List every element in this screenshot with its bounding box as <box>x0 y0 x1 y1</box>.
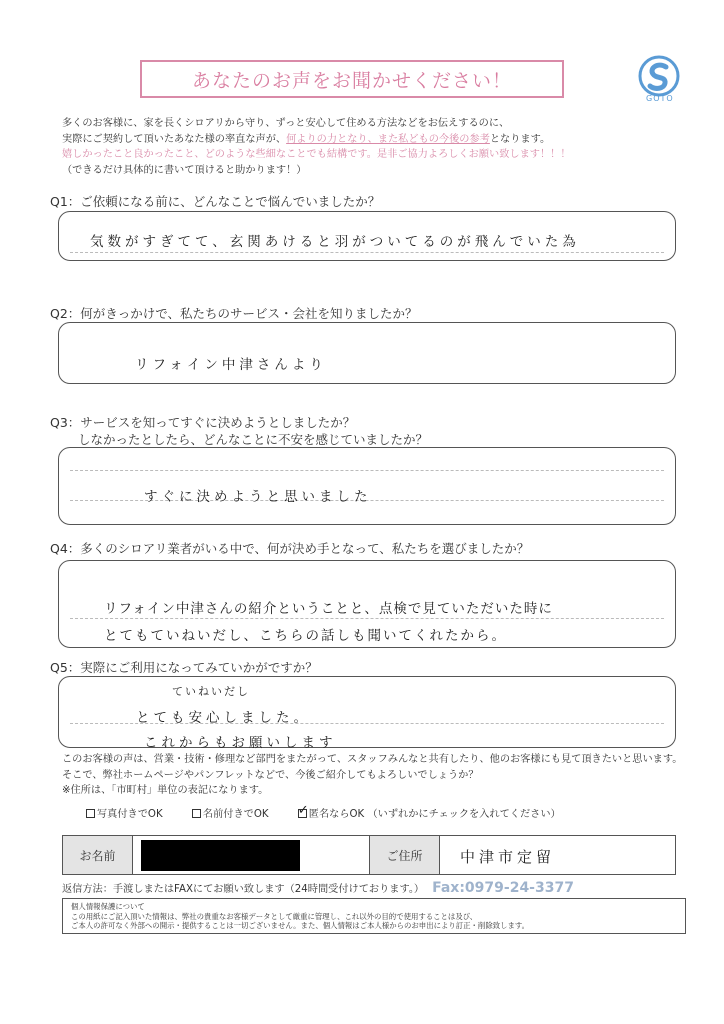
answer-1-line-1: 気数がすぎてて、玄関あけると羽がついてるのが飛んでいた為 <box>90 234 580 250</box>
answer-4-line-1: リフォイン中津さんの紹介ということと、点検で見ていただいた時に <box>104 601 553 617</box>
privacy-title: 個人情報保護について <box>71 902 145 911</box>
intro-line-3: 嬉しかったこと良かったこと、どのような些細なことでも結構です。是非ご協力よろしくお願い致します！！！ <box>62 149 571 160</box>
address-value: 中津市定留 <box>460 848 556 866</box>
address-label: ご住所 <box>370 836 440 874</box>
privacy-line-1: この用紙にご記入頂いた情報は、弊社の貴重なお客様データとして厳重に管理し、これ以外の目的で使用することは及び、 <box>71 911 478 921</box>
answer-4-line-2: とてもていねいだし、こちらの話しも聞いてくれたから。 <box>104 628 507 644</box>
answer-line <box>70 470 664 471</box>
question-2: Q2：何がきっかけで、私たちのサービス・会社を知りましたか？ <box>50 306 418 321</box>
note-line-3: ※住所は、「市町村」単位の表記になります。 <box>62 785 269 796</box>
answer-2-line-1: リフォイン中津さんより <box>135 357 327 373</box>
checkbox-anonymous-checked[interactable] <box>298 809 307 818</box>
intro-line-2: 実際にご契約して頂いたあなた様の率直な声が、何よりの力となり、また私どもの今後の参考となります。 <box>62 133 551 145</box>
option-photo[interactable]: 写真付きでOK <box>86 809 163 820</box>
answer-line <box>70 618 664 619</box>
permission-options <box>86 805 587 820</box>
answer-5-line-2: これからもお願いします <box>144 735 337 751</box>
intro-line-1: 多くのお客様に、家を長くシロアリから守り、ずっと安心して住める方法などをお伝えするのに、 <box>62 118 510 129</box>
privacy-line-2: ご本人の許可なく外部への開示・提供することは一切ございません。また、個人情報はご本人様からのお申出により訂正・削除致します。 <box>71 921 530 930</box>
intro-text <box>62 116 672 178</box>
address-field[interactable] <box>440 836 675 874</box>
option-name[interactable]: 名前付きでOK <box>192 809 269 820</box>
name-redaction <box>141 840 300 871</box>
question-3: Q3：サービスを知ってすぐに決めようとしましたか？ <box>50 415 356 430</box>
question-1: Q1：ご依頼になる前に、どんなことで悩んでいましたか？ <box>50 194 381 209</box>
checkbox-photo[interactable] <box>86 809 95 818</box>
fax-number: Fax:0979-24-3377 <box>432 880 574 896</box>
answer-3-line-1: すぐに決めようと思いました <box>144 489 372 505</box>
privacy-notice <box>62 898 686 934</box>
note-line-2: そこで、弊社ホームページやパンフレットなどで、今後ご紹介してもよろしいでしょうか？ <box>62 769 479 781</box>
return-method: 返信方法：手渡しまたはFAXにてお願い致します（24時間受付けております。） Fax:0979-24-3377 <box>62 880 574 896</box>
question-3-sub: しなかったとしたら、どんなことに不安を感じていましたか？ <box>78 432 429 447</box>
question-5: Q5：実際にご利用になってみていかがですか？ <box>50 660 318 675</box>
checkbox-name[interactable] <box>192 809 201 818</box>
answer-5-line-1: とても安心しました。 <box>136 710 311 726</box>
intro-line-4: （できるだけ具体的に書いて頂けると助かります！） <box>62 164 307 176</box>
logo-text: GOTO <box>646 94 674 103</box>
answer-5-insert: ていねいだし <box>172 685 250 698</box>
option-anonymous[interactable]: ✓ 匿名ならOK （いずれかにチェックを入れてください） <box>298 809 561 820</box>
survey-title: あなたのお声をお聞かせください！ <box>140 60 564 98</box>
note-line-1: このお客様の声は、営業・技術・修理など部門をまたがって、スタッフみんなと共有したり、他のお客様にも見て頂きたいと思います。 <box>62 754 683 765</box>
publication-note <box>62 752 682 799</box>
question-4: Q4：多くのシロアリ業者がいる中で、何が決め手となって、私たちを選びましたか？ <box>50 541 530 556</box>
answer-line <box>70 252 664 253</box>
name-label: お名前 <box>63 836 133 874</box>
